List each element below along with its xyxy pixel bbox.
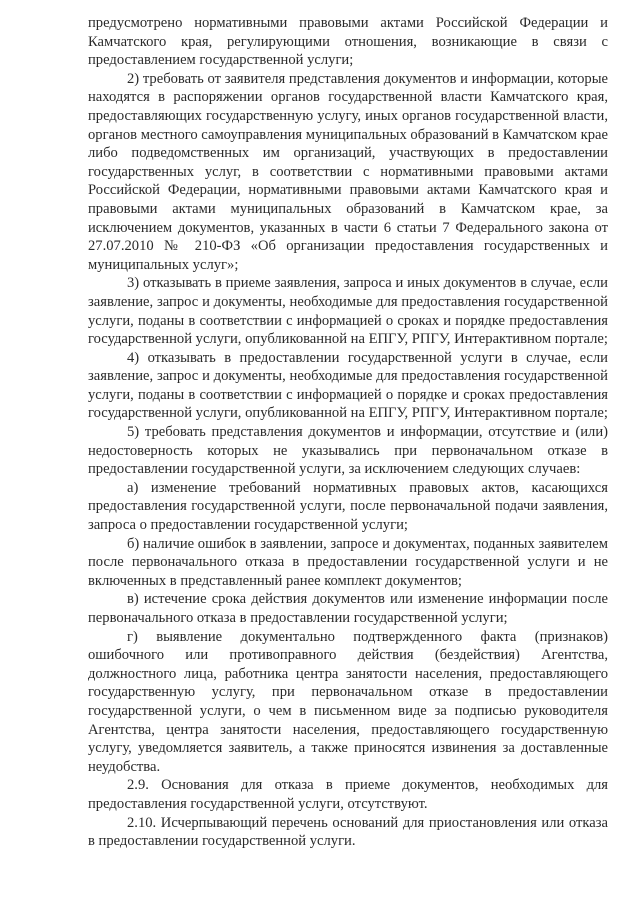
paragraph-section-2-10: 2.10. Исчерпывающий перечень оснований для приостановления или отказа в предоставлении государственной услуги.	[88, 814, 608, 850]
paragraph-continuation: предусмотрено нормативными правовыми актами Российской Федерации и Камчатского края, регулирующими отношения, возникающие в связи с предоставлением государственной услуги;	[88, 15, 608, 69]
paragraph-section-2-9: 2.9. Основания для отказа в приеме документов, необходимых для предоставления государственной услуги, отсутствуют.	[88, 777, 608, 812]
document-page	[88, 14, 608, 851]
paragraph-subitem-b: б) наличие ошибок в заявлении, запросе и документах, поданных заявителем после первоначального отказа в предоставлении государственной услуги и не включенных в представленный ранее комплект документов;	[88, 535, 608, 589]
paragraph-item-5: 5) требовать представления документов и информации, отсутствие и (или) недостоверность которых не указывались при первоначальном отказе в предоставлении государственной услуги, за исключением следующих случаев:	[88, 424, 608, 478]
paragraph-item-2: 2) требовать от заявителя представления документов и информации, которые находятся в распоряжении органов государственной власти Камчатского края, предоставляющих государственную услугу, иных органов государственной власти, органов местного самоуправления муниципальных образований в Камчатском крае либо подведомственных им организаций, участвующих в предоставлении государственных услуг, в соответствии с нормативными правовыми актами Российской Федерации, нормативными правовыми актами Камчатского края и правовыми актами муниципальных образований в Камчатском крае, за исключением документов, указанных в части 6 статьи 7 Федерального закона от 27.07.2010 № 210-ФЗ «Об организации предоставления государственных и муниципальных услуг»;	[88, 70, 609, 273]
paragraph-subitem-g: г) выявление документально подтвержденного факта (признаков) ошибочного или противоправного действия (бездействия) Агентства, должностного лица, работника центра занятости населения, предоставляющего государственную услугу, при первоначальном отказе в предоставлении государственной услуги, о чем в письменном виде за подписью руководителя Агентства, центра занятости населения, предоставляющего государственную услугу, уведомляется заявитель, а также приносятся извинения за доставленные неудобства.	[88, 628, 608, 775]
paragraph-item-3: 3) отказывать в приеме заявления, запроса и иных документов в случае, если заявление, запрос и документы, необходимые для предоставления государственной услуги, поданы в соответствии с информацией о сроках и порядке предоставления государственной услуги, опубликованной на ЕПГУ, РПГУ, Интерактивном портале;	[88, 275, 608, 348]
paragraph-item-4: 4) отказывать в предоставлении государственной услуги в случае, если заявление, запрос и документы, необходимые для предоставления государственной услуги, поданы в соответствии с информацией о порядке и сроках предоставления государственной услуги, опубликованной на ЕПГУ, РПГУ, Интерактивном портале;	[88, 349, 608, 422]
paragraph-subitem-a: а) изменение требований нормативных правовых актов, касающихся предоставления государственной услуги, после первоначальной подачи заявления, запроса о предоставлении государственной услуги;	[88, 479, 608, 534]
paragraph-subitem-v: в) истечение срока действия документов или изменение информации после первоначального отказа в предоставлении государственной услуги;	[88, 591, 608, 626]
